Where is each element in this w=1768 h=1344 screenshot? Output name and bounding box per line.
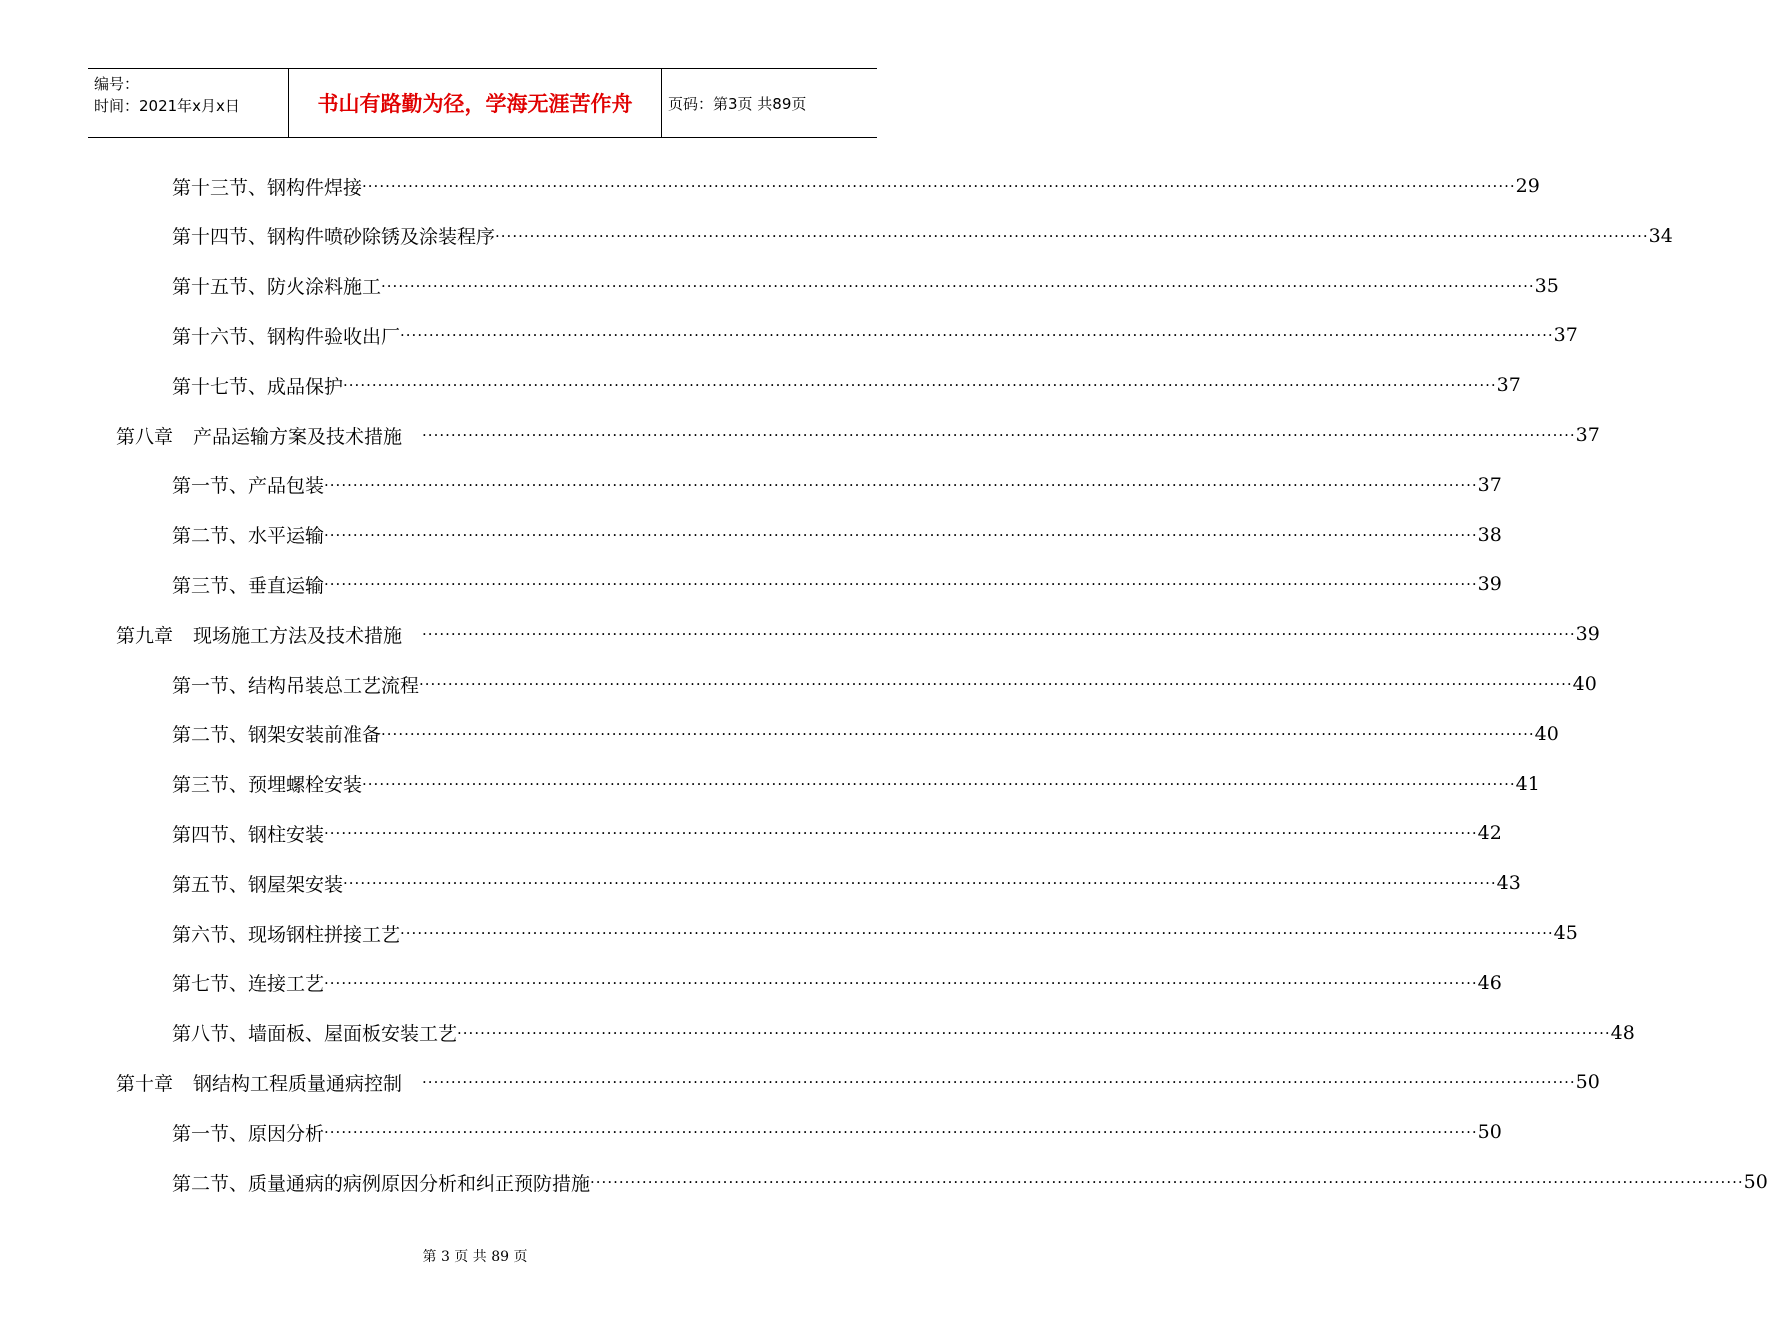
toc-page-number: 50 [1743,1171,1768,1193]
toc-page-number: 29 [1515,175,1540,197]
toc-section-entry[interactable] [172,310,1578,360]
toc-leader-dots: ········································································································································································································ [400,326,1554,345]
toc-entry-subtitle: 现场施工方法及技术措施 [193,624,403,647]
toc-page-number: 43 [1496,872,1521,895]
toc-entry-label: 第十四节、钢构件喷砂除锈及涂装程序 [172,226,496,249]
toc-section-entry[interactable] [172,510,1502,560]
toc-entry-title [172,820,324,847]
toc-entry-title [172,372,343,399]
toc-page-number: 37 [1477,473,1502,496]
toc-entry-subtitle: 钢结构工程质量通病控制 [193,1072,403,1095]
toc-entry-title [172,969,324,996]
toc-section-entry[interactable] [172,908,1578,958]
toc-entry-subtitle: 产品运输方案及技术措施 [193,425,403,448]
toc-entry-title [172,920,400,947]
page-footer: 第 3 页 共 89 页 [422,1249,528,1265]
toc-page-number: 38 [1477,523,1502,546]
toc-page-number: 50 [1575,1071,1600,1094]
toc-entry-label: 第十五节、防火涂料施工 [172,276,382,299]
toc-entry-label: 第八章 [116,425,174,448]
toc-entry-label: 第四节、钢柱安装 [172,823,325,846]
header-meta [88,69,288,137]
toc-entry-label: 第十六节、钢构件验收出厂 [172,325,401,348]
toc-entry-label: 第二节、质量通病的病例原因分析和纠正预防措施 [172,1172,591,1195]
header-divider [661,69,662,137]
toc-entry-title [116,1069,422,1096]
toc-entry-label: 第十章 [116,1072,174,1095]
toc-entry-title [172,471,324,498]
toc-entry-label: 第十七节、成品保护 [172,375,344,398]
toc-entry-title [172,870,343,897]
toc-leader-dots: ········································································································································································································ [381,724,1535,743]
toc-section-entry[interactable] [172,808,1502,858]
toc-section-entry[interactable] [172,1008,1635,1058]
toc-page-number: 37 [1553,324,1578,347]
toc-leader-dots: ········································································································································································································ [324,525,1478,544]
toc-entry-title [172,173,362,200]
toc-page-number: 45 [1553,922,1578,944]
toc-entry-title [172,1119,324,1146]
toc-page-number: 40 [1534,722,1559,745]
toc-section-entry[interactable] [172,261,1559,311]
toc-leader-dots: ········································································································································································································ [362,177,1516,195]
header-page-info: 页码：第3页 共89页 [668,94,807,113]
toc-chapter-entry[interactable] [116,609,1600,659]
toc-entry-label: 第九章 [116,624,174,647]
toc-page-number: 37 [1496,374,1521,397]
toc-section-entry[interactable] [172,161,1540,211]
toc-leader-dots: ········································································································································································································ [324,475,1478,494]
toc-entry-title [172,322,400,349]
toc-section-entry[interactable] [172,1157,1768,1207]
toc-section-entry[interactable] [172,858,1521,908]
header-motto: 书山有路勤为径，学海无涯苦作舟 [317,92,633,116]
toc-page-number: 34 [1648,224,1673,247]
toc-section-entry[interactable] [172,460,1502,510]
toc-entry-label: 第五节、钢屋架安装 [172,873,344,896]
toc-entry-title [116,422,422,449]
toc-section-entry[interactable] [172,559,1502,609]
toc-leader-dots: ········································································································································································································ [381,276,1535,295]
toc-leader-dots: ········································································································································································································ [324,575,1478,594]
toc-page-number: 48 [1610,1021,1635,1044]
toc-section-entry[interactable] [172,709,1559,759]
toc-leader-dots: ········································································································································································································ [343,376,1497,395]
toc-entry-label: 第一节、原因分析 [172,1122,325,1145]
toc-entry-title [172,720,381,747]
toc-page-number: 50 [1477,1121,1502,1144]
toc-leader-dots: ········································································································································································································ [324,1123,1478,1142]
toc-section-entry[interactable] [172,958,1502,1008]
toc-page-number: 35 [1534,274,1559,297]
toc-section-entry[interactable] [172,659,1597,709]
toc-entry-title [172,272,381,299]
toc-chapter-entry[interactable] [116,1057,1600,1107]
toc-entry-title [116,621,422,648]
toc-entry-title [172,671,419,698]
toc-entry-label: 第三节、预埋螺栓安装 [172,774,363,797]
toc-page-number: 42 [1477,822,1502,845]
toc-leader-dots: ········································································································································································································ [590,1173,1744,1191]
toc-leader-dots: ········································································································································································································ [422,1073,1576,1092]
toc-section-entry[interactable] [172,1107,1502,1157]
toc-entry-label: 第七节、连接工艺 [172,973,325,996]
toc-leader-dots: ········································································································································································································ [324,824,1478,843]
toc-page-number: 37 [1575,424,1600,446]
document-date-label: 时间：2021年x月x日 [94,97,240,115]
toc-leader-dots: ········································································································································································································ [457,1023,1611,1042]
toc-leader-dots: ········································································································································································································ [400,924,1554,942]
toc-section-entry[interactable] [172,360,1521,410]
toc-entry-title [172,222,495,249]
toc-chapter-entry[interactable] [116,410,1600,460]
toc-entry-label: 第一节、产品包装 [172,475,325,498]
toc-entry-label: 第一节、结构吊装总工艺流程 [172,674,420,697]
toc-leader-dots: ········································································································································································································ [422,625,1576,644]
toc-entry-title [172,571,324,598]
toc-entry-label: 第二节、水平运输 [172,525,325,548]
toc-leader-dots: ········································································································································································································ [324,973,1478,992]
toc-leader-dots: ········································································································································································································ [419,675,1573,693]
toc-leader-dots: ········································································································································································································ [495,226,1649,245]
toc-leader-dots: ········································································································································································································ [422,426,1576,444]
toc-entry-label: 第八节、墙面板、屋面板安装工艺 [172,1023,458,1046]
toc-entry-title [172,1169,590,1196]
toc-leader-dots: ········································································································································································································ [362,774,1516,793]
toc-leader-dots: ········································································································································································································ [343,874,1497,893]
toc-page-number: 39 [1477,573,1502,596]
toc-entry-label: 第三节、垂直运输 [172,574,325,597]
toc-entry-title [172,521,324,548]
toc-section-entry[interactable] [172,759,1540,809]
toc-page-number: 41 [1515,772,1540,795]
document-number-label: 编号： [94,75,140,93]
toc-page-number: 40 [1572,673,1597,695]
toc-page-number: 46 [1477,971,1502,994]
toc-page-number: 39 [1575,623,1600,646]
page-header [88,68,877,138]
toc-entry-label: 第六节、现场钢柱拼接工艺 [172,923,401,946]
toc-entry-label: 第十三节、钢构件焊接 [172,176,363,199]
toc-entry-title [172,1019,457,1046]
toc-section-entry[interactable] [172,211,1673,261]
toc-entry-title [172,770,362,797]
toc-entry-label: 第二节、钢架安装前准备 [172,724,382,747]
